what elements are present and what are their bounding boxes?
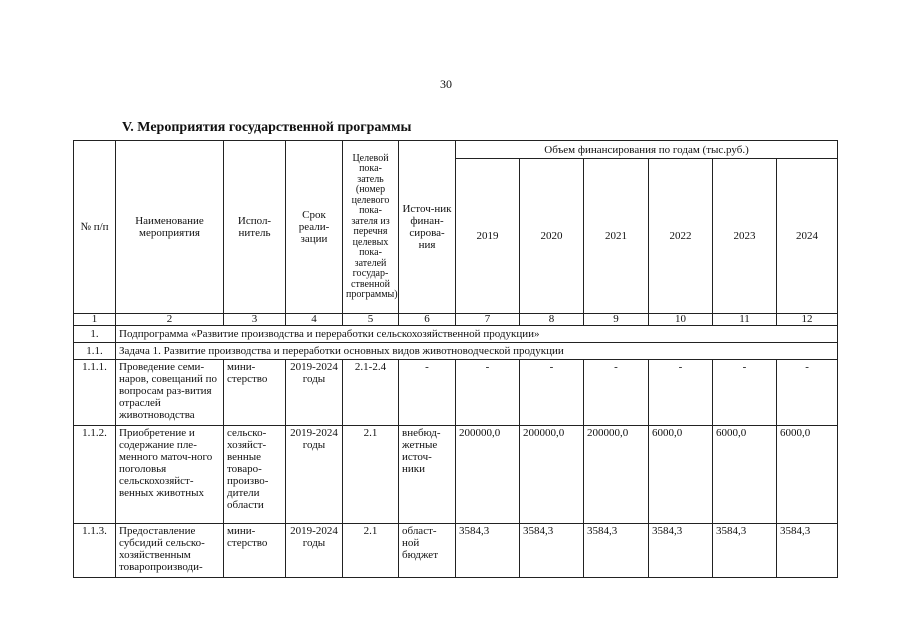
row-value: 200000,0 xyxy=(520,426,584,524)
column-number: 4 xyxy=(286,314,343,326)
row-target: 2.1 xyxy=(343,524,399,578)
column-number: 10 xyxy=(649,314,713,326)
table-row xyxy=(74,360,838,426)
column-number: 6 xyxy=(399,314,456,326)
row-value: 3584,3 xyxy=(649,524,713,578)
row-term: 2019-2024 годы xyxy=(286,524,343,578)
header-year: 2020 xyxy=(520,159,584,314)
row-value: 6000,0 xyxy=(649,426,713,524)
row-target: 2.1-2.4 xyxy=(343,360,399,426)
column-number: 2 xyxy=(116,314,224,326)
row-value: 200000,0 xyxy=(456,426,520,524)
column-number: 5 xyxy=(343,314,399,326)
section-title: V. Мероприятия государственной программы xyxy=(122,120,412,135)
header-year: 2019 xyxy=(456,159,520,314)
table-row xyxy=(74,426,838,524)
header-source: Источ-ник финан-сирова-ния xyxy=(399,141,456,314)
row-name: Приобретение и содержание пле-менного маточ-ного поголовья сельскохозяйст-венных животных xyxy=(116,426,224,524)
row-name: Проведение семи-наров, совещаний по вопросам раз-вития отраслей животноводства xyxy=(116,360,224,426)
column-number: 12 xyxy=(777,314,838,326)
column-number: 3 xyxy=(224,314,286,326)
column-number-row xyxy=(74,314,838,326)
row-value: - xyxy=(520,360,584,426)
row-source: област-ной бюджет xyxy=(399,524,456,578)
row-num: 1.1.2. xyxy=(74,426,116,524)
row-term: 2019-2024 годы xyxy=(286,360,343,426)
row-value: 3584,3 xyxy=(456,524,520,578)
header-financing: Объем финансирования по годам (тыс.руб.) xyxy=(456,141,838,159)
row-num: 1.1.1. xyxy=(74,360,116,426)
task-row xyxy=(74,343,838,360)
program-table xyxy=(73,140,838,578)
row-name: Предоставление субсидий сельско-хозяйственным товаропроизводи- xyxy=(116,524,224,578)
page-number: 30 xyxy=(440,77,452,91)
row-target: 2.1 xyxy=(343,426,399,524)
header-year: 2022 xyxy=(649,159,713,314)
column-number: 11 xyxy=(713,314,777,326)
row-value: 3584,3 xyxy=(713,524,777,578)
row-value: 6000,0 xyxy=(777,426,838,524)
task-title: Задача 1. Развитие производства и переработки основных видов животноводческой продукции xyxy=(116,343,838,360)
row-executor: мини-стерство xyxy=(224,360,286,426)
row-executor: сельско-хозяйст-венные товаро-произво-дители области xyxy=(224,426,286,524)
column-number: 1 xyxy=(74,314,116,326)
row-term: 2019-2024 годы xyxy=(286,426,343,524)
header-year: 2021 xyxy=(584,159,649,314)
row-source: - xyxy=(399,360,456,426)
row-value: 200000,0 xyxy=(584,426,649,524)
row-value: - xyxy=(713,360,777,426)
header-year: 2024 xyxy=(777,159,838,314)
row-value: 3584,3 xyxy=(777,524,838,578)
row-value: - xyxy=(649,360,713,426)
table-row xyxy=(74,524,838,578)
header-term: Срок реали-зации xyxy=(286,141,343,314)
row-value: - xyxy=(456,360,520,426)
row-value: - xyxy=(584,360,649,426)
row-source: внебюд-жетные источ-ники xyxy=(399,426,456,524)
row-value: - xyxy=(777,360,838,426)
header-num: № п/п xyxy=(74,141,116,314)
header-executor: Испол-нитель xyxy=(224,141,286,314)
task-num: 1.1. xyxy=(74,343,116,360)
row-value: 6000,0 xyxy=(713,426,777,524)
row-value: 3584,3 xyxy=(584,524,649,578)
column-number: 9 xyxy=(584,314,649,326)
header-target: Целевой пока-затель (номер целевого пока-зателя из перечня целевых пока-зателей государ-ственной программы) xyxy=(343,141,399,314)
column-number: 7 xyxy=(456,314,520,326)
header-year: 2023 xyxy=(713,159,777,314)
column-number: 8 xyxy=(520,314,584,326)
row-num: 1.1.3. xyxy=(74,524,116,578)
header-name: Наименование мероприятия xyxy=(116,141,224,314)
row-value: 3584,3 xyxy=(520,524,584,578)
subprogram-row xyxy=(74,326,838,343)
subprogram-num: 1. xyxy=(74,326,116,343)
subprogram-title: Подпрограмма «Развитие производства и переработки сельскохозяйственной продукции» xyxy=(116,326,838,343)
row-executor: мини-стерство xyxy=(224,524,286,578)
